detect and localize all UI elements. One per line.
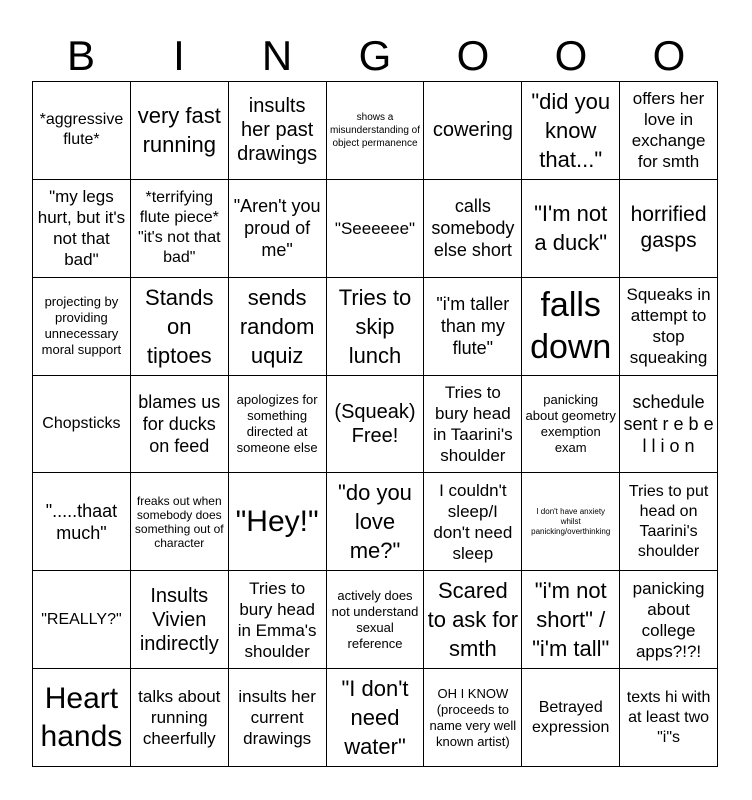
bingo-cell[interactable]: panicking about college apps?!?! [620,571,718,669]
bingo-cell[interactable]: ".....thaat much" [33,473,131,571]
bingo-cell[interactable]: Heart hands [33,669,131,767]
bingo-cell[interactable]: Betrayed expression [522,669,620,767]
bingo-cell[interactable]: talks about running cheerfully [131,669,229,767]
bingo-cell[interactable]: OH I KNOW (proceeds to name very well known artist) [424,669,522,767]
bingo-cell[interactable]: texts hi with at least two "i"s [620,669,718,767]
header-letter: O [554,32,588,79]
bingo-cell[interactable]: schedule sent r e b e l l i o n [620,376,718,474]
bingo-cell[interactable]: "i'm taller than my flute" [424,278,522,376]
bingo-cell[interactable]: "I'm not a duck" [522,180,620,278]
bingo-cell[interactable]: Tries to bury head in Taarini's shoulder [424,376,522,474]
bingo-cell[interactable]: "did you know that..." [522,82,620,180]
header-letter: G [358,32,392,79]
bingo-cell[interactable]: insults her past drawings [229,82,327,180]
bingo-cell[interactable]: panicking about geometry exemption exam [522,376,620,474]
bingo-cell[interactable]: I couldn't sleep/I don't need sleep [424,473,522,571]
bingo-cell[interactable]: "my legs hurt, but it's not that bad" [33,180,131,278]
header-letter: O [456,32,490,79]
bingo-header [32,30,718,82]
header-letter: I [173,32,185,79]
bingo-grid [32,81,718,767]
bingo-cell[interactable]: Stands on tiptoes [131,278,229,376]
bingo-cell[interactable]: insults her current drawings [229,669,327,767]
bingo-cell[interactable]: (Squeak) Free! [327,376,425,474]
bingo-cell[interactable]: Tries to skip lunch [327,278,425,376]
bingo-cell[interactable]: very fast running [131,82,229,180]
bingo-cell[interactable]: projecting by providing unnecessary moral support [33,278,131,376]
header-letter: N [261,32,293,79]
bingo-cell[interactable]: "Hey!" [229,473,327,571]
bingo-cell[interactable]: Tries to bury head in Emma's shoulder [229,571,327,669]
bingo-cell[interactable]: Chopsticks [33,376,131,474]
bingo-cell[interactable]: *terrifying flute piece* "it's not that bad" [131,180,229,278]
bingo-cell[interactable]: apologizes for something directed at someone else [229,376,327,474]
header-letter: O [652,32,686,79]
bingo-cell[interactable]: "Aren't you proud of me" [229,180,327,278]
bingo-cell[interactable]: Squeaks in attempt to stop squeaking [620,278,718,376]
bingo-cell[interactable]: I don't have anxiety whilst panicking/overthinking [522,473,620,571]
bingo-cell[interactable]: offers her love in exchange for smth [620,82,718,180]
bingo-cell[interactable]: actively does not understand sexual reference [327,571,425,669]
bingo-cell[interactable]: *aggressive flute* [33,82,131,180]
bingo-cell[interactable]: falls down [522,278,620,376]
bingo-cell[interactable]: horrified gasps [620,180,718,278]
header-letter: B [66,32,95,79]
bingo-cell[interactable]: shows a misunderstanding of object permanence [327,82,425,180]
bingo-cell[interactable]: "do you love me?" [327,473,425,571]
bingo-cell[interactable]: "i'm not short" / "i'm tall" [522,571,620,669]
bingo-cell[interactable]: "Seeeeee" [327,180,425,278]
bingo-cell[interactable]: blames us for ducks on feed [131,376,229,474]
bingo-cell[interactable]: cowering [424,82,522,180]
bingo-cell[interactable]: Scared to ask for smth [424,571,522,669]
bingo-cell[interactable]: calls somebody else short [424,180,522,278]
bingo-cell[interactable]: Tries to put head on Taarini's shoulder [620,473,718,571]
bingo-cell[interactable]: sends random uquiz [229,278,327,376]
bingo-cell[interactable]: freaks out when somebody does something out of character [131,473,229,571]
bingo-cell[interactable]: "REALLY?" [33,571,131,669]
bingo-cell[interactable]: Insults Vivien indirectly [131,571,229,669]
bingo-cell[interactable]: "I don't need water" [327,669,425,767]
